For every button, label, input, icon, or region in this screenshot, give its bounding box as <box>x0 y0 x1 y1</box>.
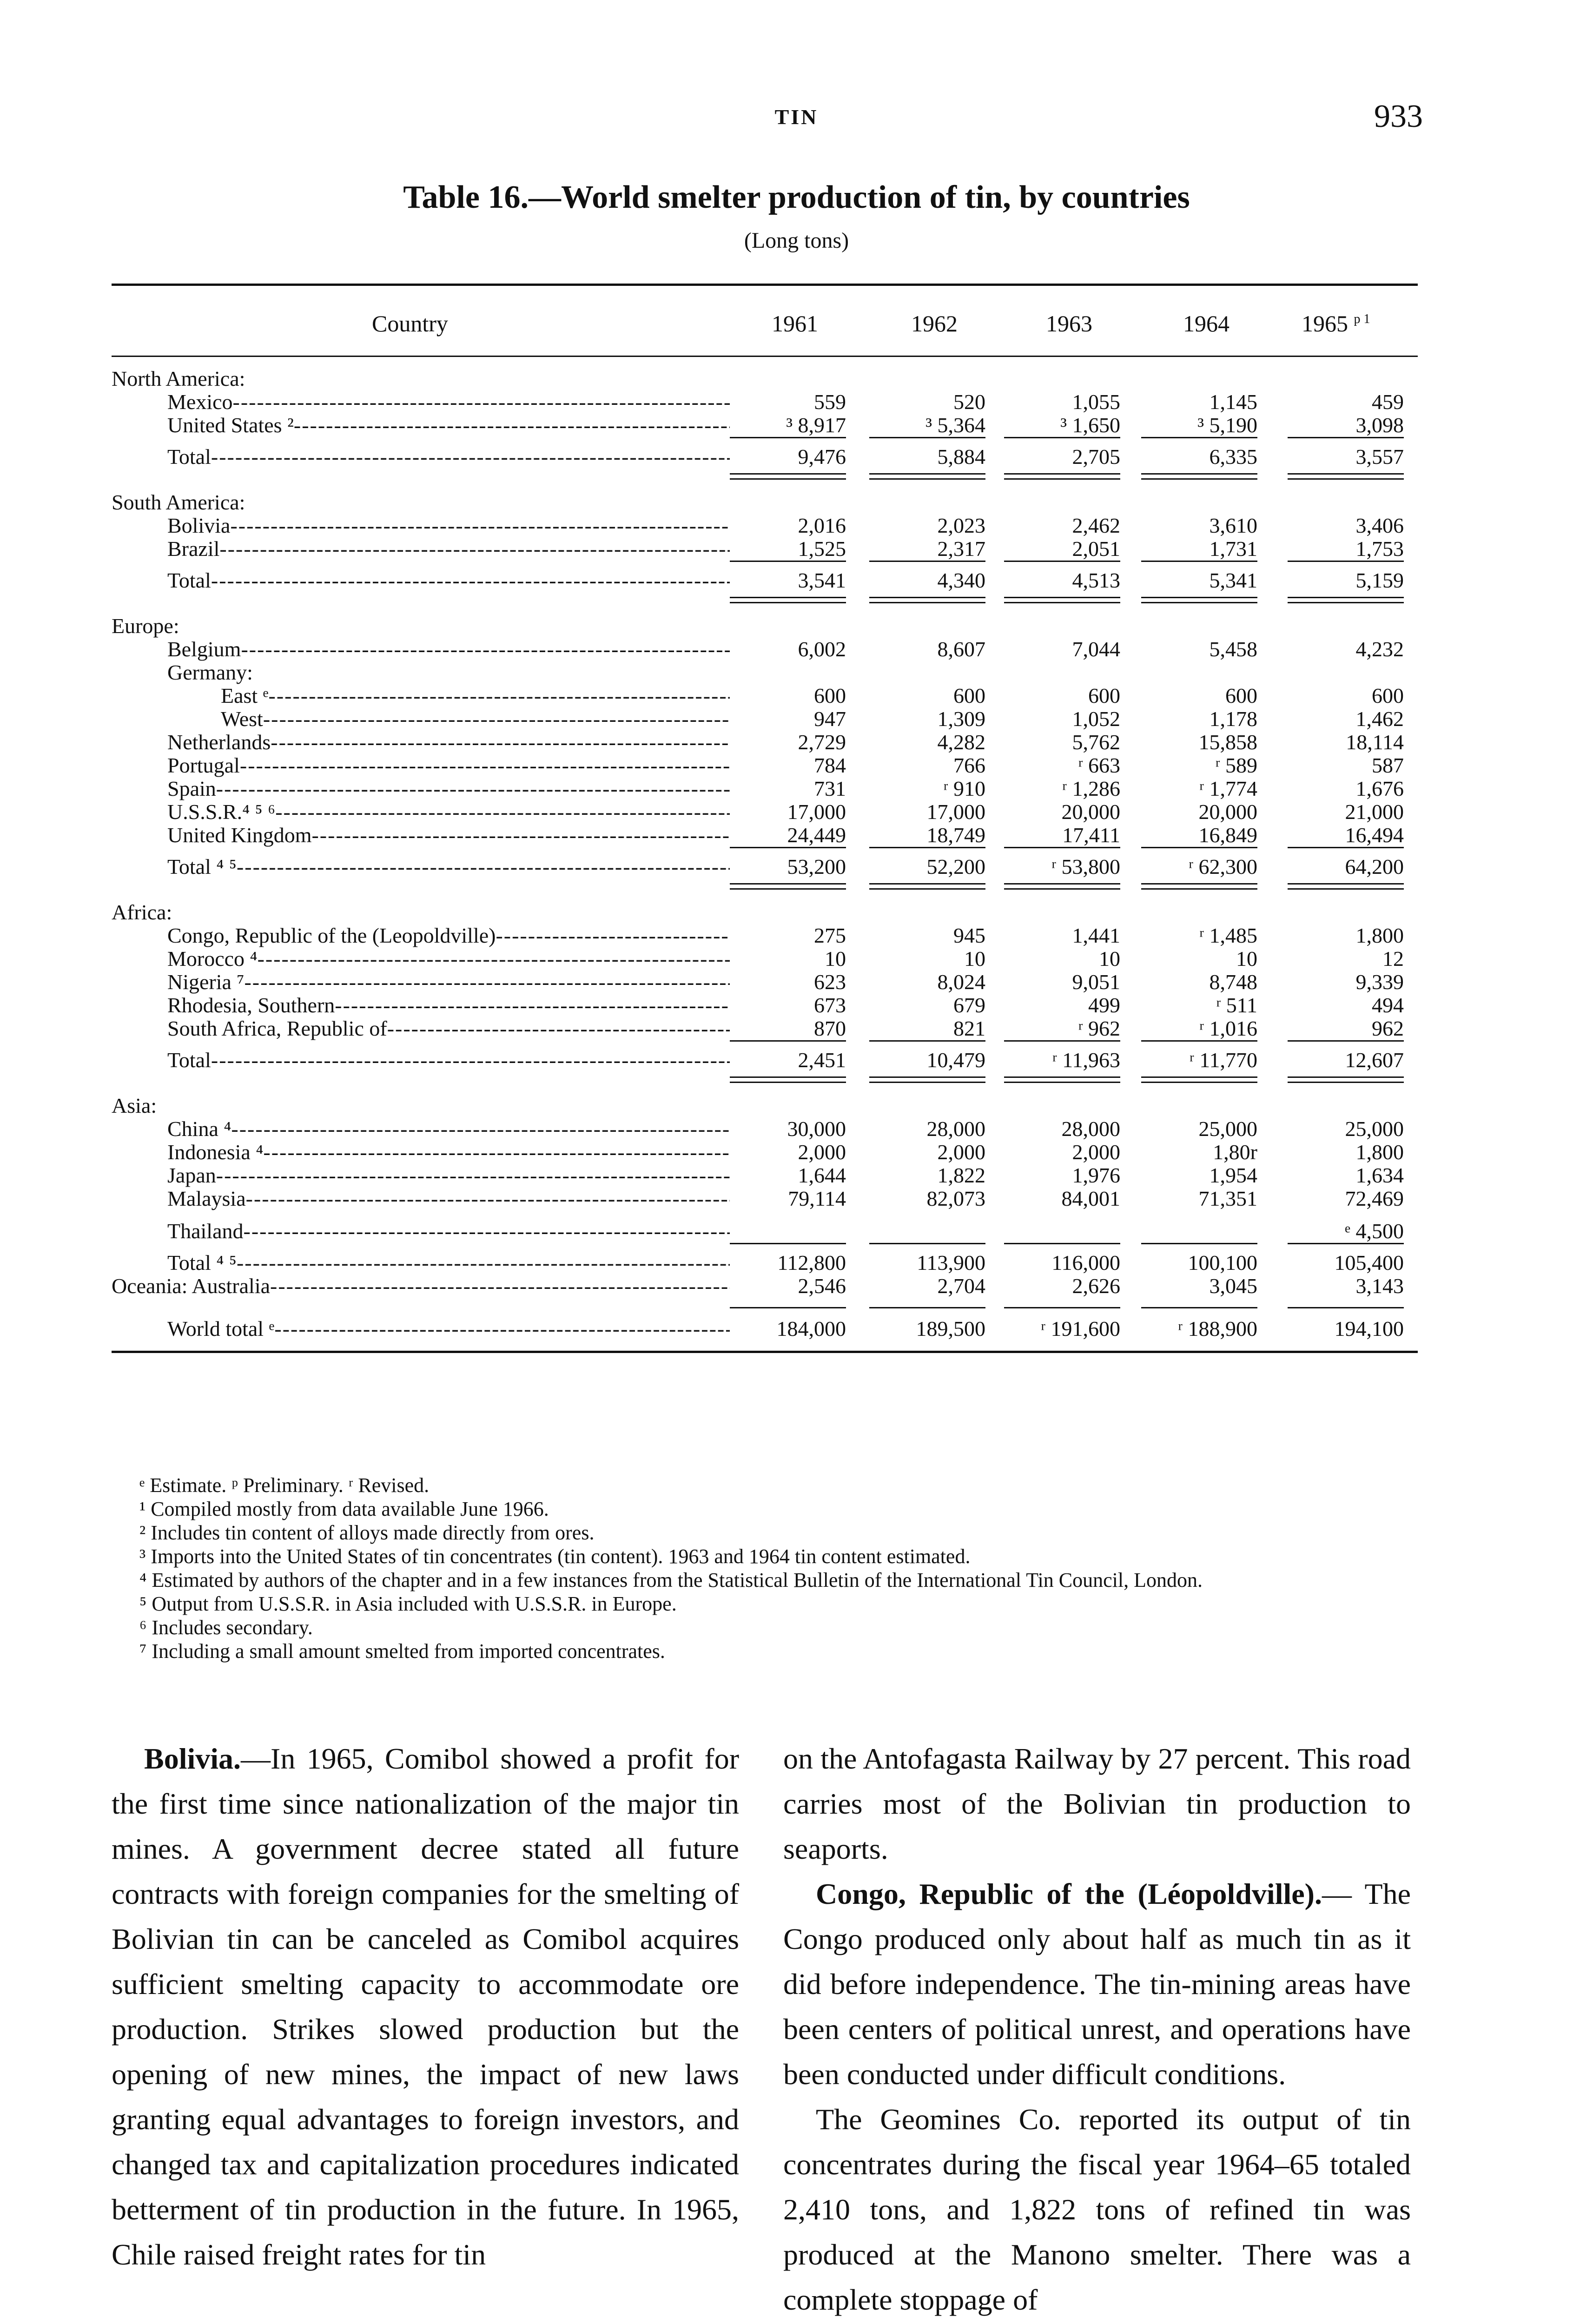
cell-1962: 821 <box>953 1017 985 1040</box>
cell-1963: 1,055 <box>1072 390 1120 414</box>
cell-1961: 9,476 <box>798 445 846 469</box>
cell-1963: 5,762 <box>1072 730 1120 754</box>
table-row <box>112 707 1418 731</box>
cell-1965: 3,143 <box>1355 1274 1404 1298</box>
cell-1961: 275 <box>814 924 846 947</box>
row-label-text: Mexico <box>167 390 233 414</box>
row-label <box>112 754 730 777</box>
cell-1962: 600 <box>953 684 985 707</box>
cell-1965: 600 <box>1372 684 1404 707</box>
cell-1963: 116,000 <box>1051 1251 1120 1274</box>
table-row <box>112 824 1418 847</box>
footnote-1: ¹ Compiled mostly from data available June 1966. <box>139 1498 549 1520</box>
footnote-3: ³ Imports into the United States of tin concentrates (tin content). 1963 and 1964 tin content estimated. <box>139 1545 971 1568</box>
cell-1961: 1,525 <box>798 537 846 561</box>
cell-1962: 2,023 <box>937 514 985 537</box>
footnote-6: ⁶ Includes secondary. <box>139 1616 313 1639</box>
footnote-2: ² Includes tin content of alloys made directly from ores. <box>139 1521 595 1544</box>
table-row <box>112 614 1418 638</box>
page-number: 933 <box>1374 99 1423 134</box>
row-label-text: Belgium <box>167 638 241 661</box>
cell-1962: 766 <box>953 753 985 777</box>
double-rule <box>112 473 1418 482</box>
row-label <box>112 514 730 537</box>
cell-1963: 2,462 <box>1072 514 1120 537</box>
table-row <box>112 800 1418 824</box>
cell-1964: ʳ 1,774 <box>1199 777 1257 800</box>
row-label <box>112 707 730 731</box>
cell-1962: 5,884 <box>937 445 985 469</box>
cell-1965: 72,469 <box>1345 1187 1404 1210</box>
cell-1965: 962 <box>1372 1017 1404 1040</box>
row-label <box>112 800 730 824</box>
cell-1962: 2,317 <box>937 537 985 561</box>
cell-1961: 2,729 <box>798 730 846 754</box>
cell-1963: ³ 1,650 <box>1060 413 1120 437</box>
cell-1964: 5,458 <box>1209 637 1257 661</box>
cell-1962: 4,340 <box>937 568 985 592</box>
cell-1965: 64,200 <box>1345 855 1404 878</box>
cell-1962: 17,000 <box>926 800 985 824</box>
cell-1964: ʳ 11,770 <box>1189 1048 1257 1072</box>
railway-paragraph: on the Antofagasta Railway by 27 percent. This road carries most of the Bolivian tin production to seaports. <box>783 1742 1411 1865</box>
body-column-right <box>783 1736 1411 2322</box>
cell-1964: 3,045 <box>1209 1274 1257 1298</box>
row-label <box>112 994 730 1017</box>
row-label <box>112 947 730 971</box>
cell-1961: 53,200 <box>787 855 846 878</box>
cell-1961: 24,449 <box>787 823 846 847</box>
table-row <box>112 638 1418 661</box>
cell-1963: 600 <box>1088 684 1120 707</box>
row-label <box>112 661 730 684</box>
table-row <box>112 971 1418 994</box>
cell-1962: 82,073 <box>926 1187 985 1210</box>
cell-1961: 559 <box>814 390 846 414</box>
cell-1963: 17,411 <box>1062 823 1120 847</box>
cell-1964: ʳ 589 <box>1215 753 1257 777</box>
row-label <box>112 901 730 924</box>
header-country: Country <box>372 310 448 337</box>
row-label-text: Germany: <box>167 661 253 684</box>
cell-1961: 731 <box>814 777 846 800</box>
cell-1961: 947 <box>814 707 846 731</box>
row-label-text: Bolivia <box>167 514 231 537</box>
table-row <box>112 569 1418 592</box>
cell-1961: 623 <box>814 970 846 994</box>
row-label-text: Asia: <box>112 1094 157 1117</box>
cell-1965: 1,800 <box>1355 924 1404 947</box>
cell-1964: 3,610 <box>1209 514 1257 537</box>
cell-1962: 4,282 <box>937 730 985 754</box>
table-row <box>112 1094 1418 1117</box>
double-rule <box>112 597 1418 605</box>
cell-1962: 52,200 <box>926 855 985 878</box>
cell-1963: ʳ 962 <box>1078 1017 1120 1040</box>
table-row <box>112 537 1418 561</box>
bolivia-heading: Bolivia. <box>144 1742 241 1775</box>
running-title: TIN <box>774 105 819 129</box>
table-row <box>112 901 1418 924</box>
cell-1964: 1,178 <box>1209 707 1257 731</box>
cell-1962: 1,822 <box>937 1163 985 1187</box>
table-row <box>112 924 1418 947</box>
header-1961: 1961 <box>772 310 818 337</box>
table-row <box>112 855 1418 878</box>
cell-1962: 10 <box>964 947 985 971</box>
cell-1965: 4,232 <box>1355 637 1404 661</box>
header-1963: 1963 <box>1046 310 1092 337</box>
footnote-7: ⁷ Including a small amount smelted from imported concentrates. <box>139 1640 665 1663</box>
row-label-text: Africa: <box>112 901 172 924</box>
table-row <box>112 414 1418 437</box>
row-label <box>112 777 730 800</box>
row-label <box>112 1164 730 1187</box>
row-label <box>112 971 730 994</box>
table-units: (Long tons) <box>744 228 849 253</box>
cell-1965: 1,800 <box>1355 1140 1404 1164</box>
header-1964: 1964 <box>1183 310 1229 337</box>
cell-1964: 1,954 <box>1209 1163 1257 1187</box>
cell-1962: 189,500 <box>916 1317 985 1340</box>
row-label-text: South America: <box>112 491 245 514</box>
cell-1961: 184,000 <box>776 1317 846 1340</box>
row-label <box>112 367 730 390</box>
cell-1963: 499 <box>1088 993 1120 1017</box>
cell-1965: 1,634 <box>1355 1163 1404 1187</box>
cell-1961: 2,016 <box>798 514 846 537</box>
cell-1961: 30,000 <box>787 1117 846 1141</box>
cell-1964: 16,849 <box>1198 823 1257 847</box>
row-label-text: North America: <box>112 367 245 390</box>
row-label-text: South Africa, Republic of <box>167 1017 387 1040</box>
cell-1963: 10 <box>1099 947 1120 971</box>
cell-1963: 1,052 <box>1072 707 1120 731</box>
cell-1963: 2,000 <box>1072 1140 1120 1164</box>
row-label-text: Total <box>167 1049 211 1072</box>
table-row <box>112 731 1418 754</box>
row-label <box>112 390 730 414</box>
table-bottom-rule <box>112 1351 1418 1353</box>
row-label <box>112 1117 730 1141</box>
cell-1965: 1,462 <box>1355 707 1404 731</box>
congo-heading: Congo, Republic of the (Léopoldville). <box>816 1877 1322 1910</box>
table-title: Table 16.—World smelter production of tin, by countries <box>403 179 1190 215</box>
cell-1964: 1,731 <box>1209 537 1257 561</box>
row-label-text: U.S.S.R.⁴ ⁵ ⁶ <box>167 800 276 824</box>
row-label <box>112 537 730 561</box>
row-label-text: East ᵉ <box>221 684 269 707</box>
row-label-text: Total <box>167 445 211 469</box>
table-body <box>112 367 1418 1340</box>
cell-1962: 520 <box>953 390 985 414</box>
cell-1965: 194,100 <box>1334 1317 1404 1340</box>
cell-1962: ³ 5,364 <box>925 413 985 437</box>
cell-1961: 10 <box>825 947 846 971</box>
table-row <box>112 994 1418 1017</box>
table-row <box>112 1274 1418 1298</box>
cell-1963: 7,044 <box>1072 637 1120 661</box>
cell-1961: 1,644 <box>798 1163 846 1187</box>
row-label-text: Netherlands <box>167 731 271 754</box>
row-label-text: Japan <box>167 1164 216 1187</box>
row-label-text: Malaysia <box>167 1187 246 1210</box>
row-label <box>112 824 730 847</box>
cell-1964: ʳ 62,300 <box>1189 855 1257 878</box>
cell-1962: 8,607 <box>937 637 985 661</box>
table-row <box>112 1049 1418 1072</box>
row-label-text: Total ⁴ ⁵ <box>167 855 237 878</box>
row-label <box>112 1049 730 1072</box>
row-label-text: Congo, Republic of the (Leopoldville) <box>167 924 496 947</box>
cell-1965: 16,494 <box>1345 823 1404 847</box>
cell-1964: 8,748 <box>1209 970 1257 994</box>
row-label-text: Spain <box>167 777 216 800</box>
cell-1963: 20,000 <box>1061 800 1120 824</box>
row-label-text: Rhodesia, Southern <box>167 994 335 1017</box>
page-header <box>0 99 1593 142</box>
cell-1962: 18,749 <box>926 823 985 847</box>
cell-1965: 12 <box>1382 947 1404 971</box>
row-label <box>112 1251 730 1274</box>
footnote-legend: ᵉ Estimate. ᵖ Preliminary. ʳ Revised. <box>139 1474 430 1497</box>
table-row <box>112 1251 1418 1274</box>
bolivia-text: —In 1965, Comibol showed a profit for the first time since nationalization of the major tin mines. A government decree stated all future contracts with foreign companies for the smelting of Bolivian tin can be canceled as Comibol acquires sufficient smelting capacity to accommodate ore production. Strikes slowed production but the opening of new mines, the impact of new laws granting equal advantages to foreign investors, and changed tax and capitalization procedures indicated betterment of tin production in the future. In 1965, Chile raised freight rates for tin <box>112 1742 739 2271</box>
row-label-text: Indonesia ⁴ <box>167 1141 264 1164</box>
row-label <box>112 731 730 754</box>
table-row <box>112 1017 1418 1040</box>
cell-1965: 9,339 <box>1355 970 1404 994</box>
cell-1965: 105,400 <box>1334 1251 1404 1274</box>
row-label <box>112 614 730 638</box>
cell-1964: 1,80r <box>1213 1140 1257 1164</box>
row-label <box>112 569 730 592</box>
row-label <box>112 638 730 661</box>
cell-1961: 79,114 <box>788 1187 846 1210</box>
footnotes <box>112 1473 1418 1663</box>
row-label <box>112 1017 730 1040</box>
cell-1964: ʳ 1,016 <box>1199 1017 1257 1040</box>
cell-1962: 2,000 <box>937 1140 985 1164</box>
cell-1964: ʳ 188,900 <box>1178 1317 1257 1340</box>
row-label-text: Portugal <box>167 754 240 777</box>
row-label-text: Total <box>167 569 211 592</box>
cell-1961: 600 <box>814 684 846 707</box>
cell-1961: 2,546 <box>798 1274 846 1298</box>
cell-1965: 1,753 <box>1355 537 1404 561</box>
cell-1963: ʳ 11,963 <box>1052 1048 1120 1072</box>
cell-1965: 3,098 <box>1355 413 1404 437</box>
cell-1963: ʳ 1,286 <box>1062 777 1120 800</box>
cell-1964: ʳ 511 <box>1216 993 1257 1017</box>
cell-1964: ³ 5,190 <box>1197 413 1257 437</box>
row-label-text: United Kingdom <box>167 824 312 847</box>
row-label <box>112 491 730 514</box>
cell-1963: ʳ 53,800 <box>1051 855 1120 878</box>
table-row <box>112 1187 1418 1210</box>
cell-1965: 1,676 <box>1355 777 1404 800</box>
cell-1964: 10 <box>1236 947 1257 971</box>
cell-1964: 25,000 <box>1198 1117 1257 1141</box>
row-label-text: United States ² <box>167 414 294 437</box>
row-label-text: Oceania: Australia <box>112 1274 271 1298</box>
cell-1961: ³ 8,917 <box>786 413 846 437</box>
cell-1964: 20,000 <box>1198 800 1257 824</box>
table-row <box>112 367 1418 390</box>
production-table <box>112 284 1418 1353</box>
cell-1964: 6,335 <box>1209 445 1257 469</box>
cell-1962: 10,479 <box>926 1048 985 1072</box>
table-row <box>112 947 1418 971</box>
table-row <box>112 445 1418 469</box>
cell-1961: 6,002 <box>798 637 846 661</box>
footnote-5: ⁵ Output from U.S.S.R. in Asia included with U.S.S.R. in Europe. <box>139 1592 677 1615</box>
double-rule <box>112 883 1418 891</box>
table-row <box>112 1220 1418 1243</box>
footnote-4: ⁴ Estimated by authors of the chapter and in a few instances from the Statistical Bulletin of the International Tin Council, London. <box>139 1569 1203 1591</box>
table-row <box>112 684 1418 707</box>
cell-1962: 28,000 <box>926 1117 985 1141</box>
cell-1962: 1,309 <box>937 707 985 731</box>
table-header-row <box>112 286 1418 356</box>
cell-1962: 8,024 <box>937 970 985 994</box>
cell-1962: ʳ 910 <box>943 777 985 800</box>
cell-1965: 18,114 <box>1346 730 1404 754</box>
cell-1963: 84,001 <box>1061 1187 1120 1210</box>
cell-1963: ʳ 663 <box>1078 753 1120 777</box>
cell-1962: 679 <box>953 993 985 1017</box>
geomines-paragraph: The Geomines Co. reported its output of tin concentrates during the fiscal year 1964–65 totaled 2,410 tons, and 1,822 tons of refined tin was produced at the Manono smelter. There was a complete stoppage of <box>783 2103 1411 2316</box>
cell-1964: ʳ 1,485 <box>1199 924 1257 947</box>
table-row <box>112 661 1418 684</box>
row-label <box>112 414 730 437</box>
table-row <box>112 514 1418 537</box>
cell-1965: 459 <box>1372 390 1404 414</box>
cell-1963: 2,626 <box>1072 1274 1120 1298</box>
cell-1961: 112,800 <box>777 1251 846 1274</box>
congo-text: — The Congo produced only about half as much tin as it did before independence. The tin-mining areas have been centers of political unrest, and operations have been conducted under difficult conditions. <box>783 1877 1411 2091</box>
congo-paragraph <box>783 1871 1411 2097</box>
cell-1965: 587 <box>1372 753 1404 777</box>
row-label-text: Morocco ⁴ <box>167 947 258 971</box>
cell-1961: 2,451 <box>798 1048 846 1072</box>
cell-1965: 3,557 <box>1355 445 1404 469</box>
cell-1963: ʳ 191,600 <box>1041 1317 1120 1340</box>
double-rule <box>112 1076 1418 1085</box>
header-1965-year: 1965 <box>1302 310 1348 337</box>
table-row <box>112 1317 1418 1340</box>
header-1962: 1962 <box>911 310 958 337</box>
cell-1963: 9,051 <box>1072 970 1120 994</box>
row-label <box>112 1274 730 1298</box>
row-label <box>112 1317 730 1340</box>
row-label-text: Brazil <box>167 537 220 561</box>
row-label-text: Europe: <box>112 614 179 638</box>
cell-1961: 2,000 <box>798 1140 846 1164</box>
row-label-text: Total ⁴ ⁵ <box>167 1251 237 1274</box>
row-label <box>112 1187 730 1210</box>
cell-1964: 600 <box>1225 684 1257 707</box>
cell-1961: 870 <box>814 1017 846 1040</box>
row-label <box>112 684 730 707</box>
header-1965-note: p 1 <box>1354 312 1370 326</box>
table-row <box>112 754 1418 777</box>
cell-1963: 1,441 <box>1072 924 1120 947</box>
cell-1965: ᵉ 4,500 <box>1345 1219 1404 1243</box>
row-label-text: World total ᵉ <box>167 1317 275 1340</box>
row-label-text: Thailand <box>167 1220 244 1243</box>
cell-1964: 15,858 <box>1198 730 1257 754</box>
cell-1965: 494 <box>1372 993 1404 1017</box>
body-column-left <box>112 1736 739 2277</box>
cell-1965: 25,000 <box>1345 1117 1404 1141</box>
cell-1965: 3,406 <box>1355 514 1404 537</box>
cell-1963: 2,051 <box>1072 537 1120 561</box>
header-1965 <box>1302 310 1370 337</box>
table-row <box>112 1141 1418 1164</box>
cell-1965: 21,000 <box>1345 800 1404 824</box>
cell-1962: 113,900 <box>917 1251 985 1274</box>
cell-1961: 3,541 <box>798 568 846 592</box>
cell-1964: 5,341 <box>1209 568 1257 592</box>
table-row <box>112 777 1418 800</box>
table-row <box>112 1117 1418 1141</box>
cell-1963: 1,976 <box>1072 1163 1120 1187</box>
table-row <box>112 390 1418 414</box>
row-label-text: Nigeria ⁷ <box>167 971 245 994</box>
cell-1964: 71,351 <box>1198 1187 1257 1210</box>
row-label <box>112 924 730 947</box>
cell-1964: 1,145 <box>1209 390 1257 414</box>
cell-1962: 945 <box>953 924 985 947</box>
cell-1961: 17,000 <box>787 800 846 824</box>
cell-1963: 28,000 <box>1061 1117 1120 1141</box>
row-label <box>112 1141 730 1164</box>
cell-1963: 2,705 <box>1072 445 1120 469</box>
cell-1963: 4,513 <box>1072 568 1120 592</box>
cell-1961: 673 <box>814 993 846 1017</box>
table-row <box>112 491 1418 514</box>
row-label <box>112 855 730 878</box>
cell-1964: 100,100 <box>1188 1251 1257 1274</box>
cell-1965: 12,607 <box>1345 1048 1404 1072</box>
bolivia-paragraph <box>112 1736 739 2277</box>
row-label-text: China ⁴ <box>167 1117 231 1141</box>
row-label-text: West <box>221 707 263 731</box>
cell-1962: 2,704 <box>937 1274 985 1298</box>
row-label <box>112 1094 730 1117</box>
row-label <box>112 1220 730 1243</box>
table-row <box>112 1164 1418 1187</box>
cell-1965: 5,159 <box>1355 568 1404 592</box>
row-label <box>112 445 730 469</box>
cell-1961: 784 <box>814 753 846 777</box>
